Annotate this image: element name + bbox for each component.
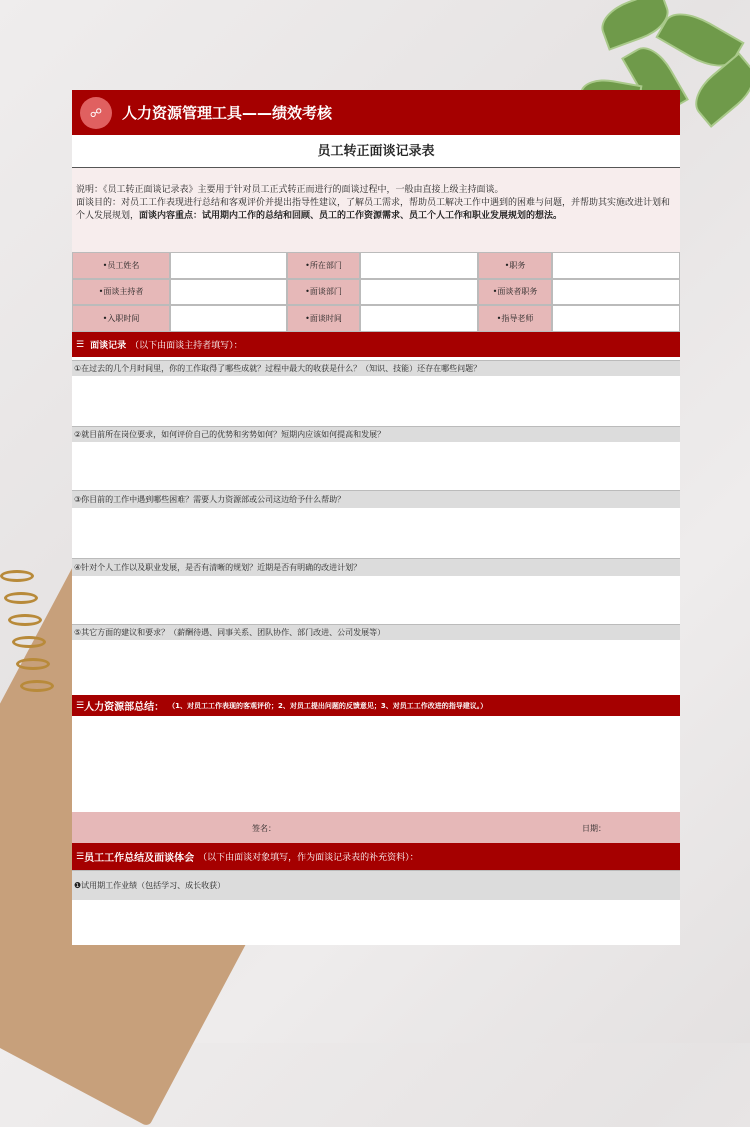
app-title: 人力资源管理工具——绩效考核 (122, 104, 333, 122)
employee-section-header (72, 843, 680, 870)
answer-5-input[interactable] (72, 640, 680, 695)
field-label: •面谈主持者 (72, 279, 170, 306)
org-chart-icon: ☍ (80, 97, 112, 129)
mentor-input[interactable] (552, 305, 680, 332)
employee-item-1-input[interactable] (72, 900, 680, 945)
field-label: •指导老师 (478, 305, 552, 332)
section-note: （以下由面谈对象填写，作为面谈记录表的补充资料）： (198, 853, 419, 863)
field-label: •员工姓名 (72, 252, 170, 279)
list-icon: ☰ (76, 700, 85, 711)
interview-dept-input[interactable] (360, 279, 478, 306)
section-title: 人力资源部总结： (84, 702, 165, 713)
interview-section-header (72, 332, 680, 357)
list-icon: ☰ (76, 851, 85, 862)
field-label: •面谈时间 (287, 305, 360, 332)
section-note: （以下由面谈主持者填写）： (130, 341, 243, 351)
app-header (72, 90, 680, 135)
field-label: •面谈部门 (287, 279, 360, 306)
section-title: 面谈记录 (90, 341, 127, 351)
interviewer-position-input[interactable] (552, 279, 680, 306)
date-label: 日期： (582, 824, 606, 833)
info-table (72, 252, 680, 332)
description-line: 面谈目的：对员工工作表现进行总结和客观评价并提出指导性建议，了解员工需求，帮助员工解决工作中遇到的困难与问题，并帮助其实施改进计划和个人发展规划， (76, 198, 671, 221)
question-5: ⑤其它方面的建议和要求？（薪酬待遇、同事关系、团队协作、部门改进、公司发展等） (72, 624, 680, 640)
section-title: 员工工作总结及面谈体会 (84, 853, 195, 864)
hire-date-input[interactable] (170, 305, 287, 332)
spiral-rings-decoration (0, 570, 80, 770)
answer-3-input[interactable] (72, 508, 680, 558)
question-1: ①在过去的几个月时间里，你的工作取得了哪些成就？过程中最大的收获是什么？（知识、技能）还存在哪些问题？ (72, 360, 680, 376)
form-title: 员工转正面谈记录表 (72, 135, 680, 168)
field-label: •入职时间 (72, 305, 170, 332)
department-input[interactable] (360, 252, 478, 279)
employee-name-input[interactable] (170, 252, 287, 279)
position-input[interactable] (552, 252, 680, 279)
description-emphasis: 面谈内容重点：试用期内工作的总结和回顾、员工的工作资源需求、员工个人工作和职业发展规划的想法。 (139, 211, 563, 221)
answer-4-input[interactable] (72, 576, 680, 624)
hr-section-header (72, 695, 680, 716)
description (72, 168, 680, 252)
section-note: （1、对员工工作表现的客观评价；2、对员工提出问题的反馈意见；3、对员工工作改进的指导建议。） (168, 701, 488, 710)
field-label: •所在部门 (287, 252, 360, 279)
question-3: ③你目前的工作中遇到哪些困难？需要人力资源部或公司这边给予什么帮助？ (72, 490, 680, 508)
description-line: 说明：《员工转正面谈记录表》主要用于针对员工正式转正而进行的面谈过程中，一般由直接上级主持面谈。 (76, 185, 504, 195)
answer-1-input[interactable] (72, 376, 680, 424)
question-4: ④针对个人工作以及职业发展，是否有清晰的规划？近期是否有明确的改进计划？ (72, 558, 680, 576)
hr-summary-input[interactable] (72, 716, 680, 812)
field-label: •面谈者职务 (478, 279, 552, 306)
form-sheet (72, 90, 680, 945)
question-2: ②就目前所在岗位要求，如何评价自己的优势和劣势如何？短期内应该如何提高和发展？ (72, 426, 680, 442)
answer-2-input[interactable] (72, 442, 680, 490)
signature-label: 签名： (252, 824, 276, 833)
interview-date-input[interactable] (360, 305, 478, 332)
field-label: •职务 (478, 252, 552, 279)
signature-row (72, 812, 680, 843)
employee-item-1: ❶试用期工作业绩（包括学习、成长收获） (72, 870, 680, 900)
list-icon: ☰ (76, 339, 85, 350)
host-input[interactable] (170, 279, 287, 306)
